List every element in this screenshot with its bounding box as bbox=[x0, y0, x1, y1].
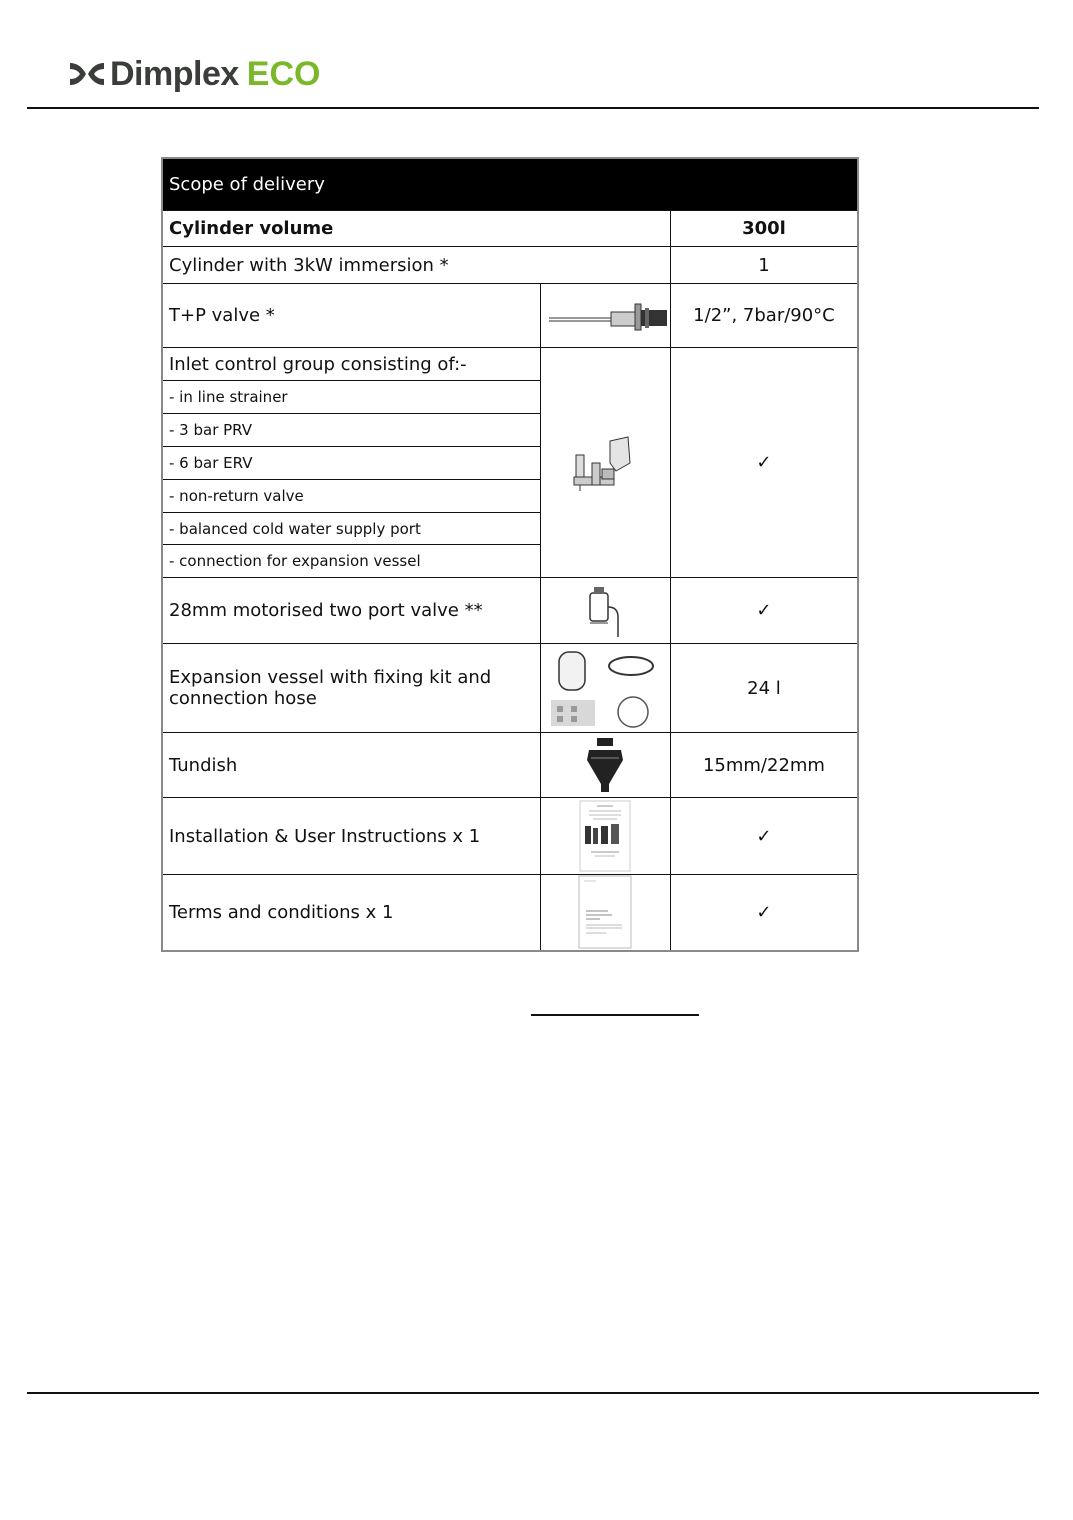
terms-image-cell bbox=[540, 875, 670, 951]
tundish-label: Tundish bbox=[162, 733, 540, 798]
terms-document-icon bbox=[578, 875, 632, 949]
brand-suffix bbox=[247, 55, 321, 94]
footer-rule bbox=[27, 1392, 1039, 1394]
instructions-value: ✓ bbox=[670, 798, 858, 875]
inlet-label: Inlet control group consisting of:- bbox=[162, 348, 540, 381]
motorised-image-cell bbox=[540, 578, 670, 644]
header-rule bbox=[27, 107, 1039, 109]
instructions-booklet-icon bbox=[579, 800, 631, 872]
tp-valve-value: 1/2”, 7bar/90°C bbox=[670, 284, 858, 348]
dimplex-eco-logo bbox=[68, 52, 320, 96]
terms-value: ✓ bbox=[670, 875, 858, 951]
tp-valve-label: T+P valve * bbox=[162, 284, 540, 348]
brand-suffix-text: ECO bbox=[246, 54, 321, 93]
inlet-item: - 3 bar PRV bbox=[162, 414, 540, 447]
expansion-value: 24 l bbox=[670, 644, 858, 733]
tundish-icon bbox=[583, 736, 627, 794]
inlet-control-group-icon bbox=[570, 433, 640, 493]
section-rule bbox=[531, 1014, 699, 1016]
table-row bbox=[162, 284, 858, 348]
tp-valve-image-cell bbox=[540, 284, 670, 348]
inlet-item: - in line strainer bbox=[162, 381, 540, 414]
table-row bbox=[162, 247, 858, 284]
table-row bbox=[162, 798, 858, 875]
table-row bbox=[162, 733, 858, 798]
table-header-row bbox=[162, 158, 858, 211]
instructions-label: Installation & User Instructions x 1 bbox=[162, 798, 540, 875]
expansion-kit-icon bbox=[547, 646, 663, 730]
inlet-item: - non-return valve bbox=[162, 480, 540, 513]
motorised-label: 28mm motorised two port valve ** bbox=[162, 578, 540, 644]
cylinder-volume-value: 300l bbox=[670, 211, 858, 247]
expansion-label: Expansion vessel with fixing kit and connection hose bbox=[162, 644, 540, 733]
terms-label: Terms and conditions x 1 bbox=[162, 875, 540, 951]
inlet-value: ✓ bbox=[670, 348, 858, 578]
expansion-image-cell bbox=[540, 644, 670, 733]
tundish-image-cell bbox=[540, 733, 670, 798]
cylinder-label: Cylinder with 3kW immersion * bbox=[162, 247, 670, 284]
table-title: Scope of delivery bbox=[162, 158, 858, 211]
table-row bbox=[162, 644, 858, 733]
scope-of-delivery-table bbox=[161, 157, 859, 952]
cylinder-volume-label: Cylinder volume bbox=[162, 211, 670, 247]
table-row bbox=[162, 211, 858, 247]
tundish-value: 15mm/22mm bbox=[670, 733, 858, 798]
inlet-item: - connection for expansion vessel bbox=[162, 545, 540, 578]
inlet-item: - 6 bar ERV bbox=[162, 447, 540, 480]
brand-name: Dimplex bbox=[110, 54, 239, 93]
table-row bbox=[162, 875, 858, 951]
cylinder-value: 1 bbox=[670, 247, 858, 284]
inlet-image-cell bbox=[540, 348, 670, 578]
tp-valve-icon bbox=[547, 296, 671, 336]
table-row bbox=[162, 578, 858, 644]
motorised-valve-icon bbox=[580, 583, 630, 639]
motorised-value: ✓ bbox=[670, 578, 858, 644]
instructions-image-cell bbox=[540, 798, 670, 875]
inlet-item: - balanced cold water supply port bbox=[162, 513, 540, 545]
table-row bbox=[162, 348, 858, 381]
dimplex-mark-icon bbox=[68, 59, 106, 89]
